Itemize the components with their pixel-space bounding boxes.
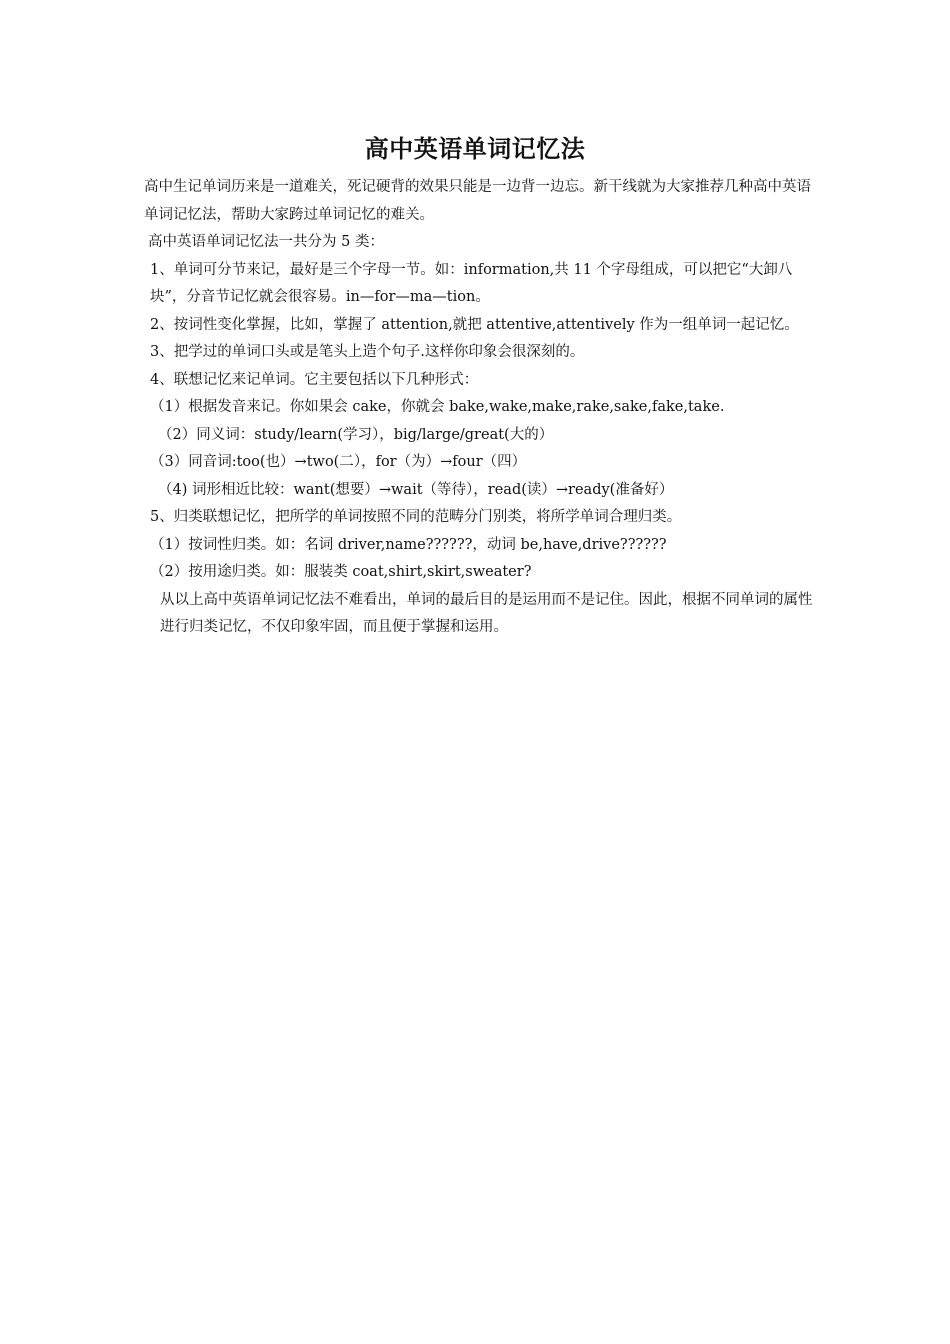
method-3-paragraph: 3、把学过的单词口头或是笔头上造个句子.这样你印象会很深刻的。 [150,344,585,360]
method-4-sub-2: （2）同义词：study/learn(学习），big/large/great(大的） [158,426,554,443]
method-5-sub-2: （2）按用途归类。如：服装类 coat,shirt,skirt,sweater? [150,564,532,580]
method-2-paragraph: 2、按词性变化掌握，比如，掌握了 attention,就把 attentive,attentively 作为一组单词一起记忆。 [150,316,799,333]
method-4-sub-4: （4) 词形相近比较：want(想要）→wait（等待），read(读）→ready(准备好） [158,481,674,498]
method-4-sub-3: （3）同音词:too(也）→two(二），for（为）→four（四） [150,454,527,470]
method-5-paragraph: 5、归类联想记忆，把所学的单词按照不同的范畴分门别类，将所学单词合理归类。 [150,509,682,525]
intro-paragraph: 高中生记单词历来是一道难关，死记硬背的效果只能是一边背一边忘。新干线就为大家推荐几种高中英语单词记忆法，帮助大家跨过单词记忆的难关。 [144,179,811,223]
conclusion-paragraph: 从以上高中英语单词记忆法不难看出，单词的最后目的是运用而不是记住。因此，根据不同单词的属性进行归类记忆，不仅印象牢固，而且便于掌握和运用。 [160,591,813,635]
document-title: 高中英语单词记忆法 [364,134,586,163]
method-4-sub-1: （1）根据发音来记。你如果会 cake，你就会 bake,wake,make,rake,sake,fake,take. [150,399,725,415]
document-body [144,174,816,642]
category-count-line: 高中英语单词记忆法一共分为 5 类： [148,234,384,250]
method-4-paragraph: 4、联想记忆来记单词。它主要包括以下几种形式： [150,371,479,388]
method-5-sub-1: （1）按词性归类。如：名词 driver,name??????，动词 be,have,drive?????? [150,536,667,553]
method-1-paragraph: 1、单词可分节来记，最好是三个字母一节。如：information,共 11 个字母组成，可以把它“大卸八块”，分音节记忆就会很容易。in—for—ma—tion。 [150,261,793,305]
